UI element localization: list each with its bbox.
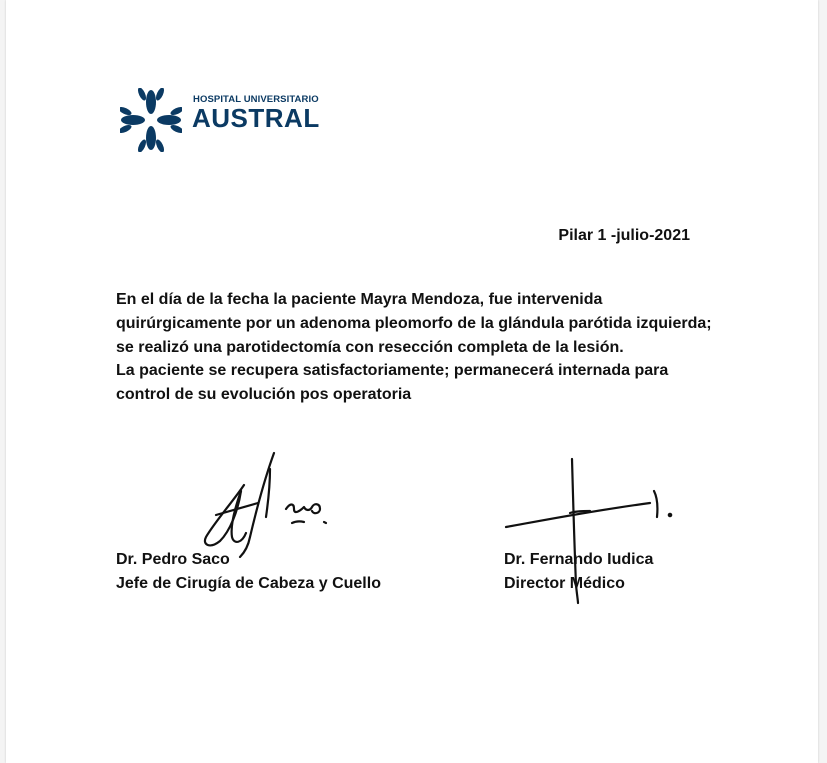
logo-subtitle: HOSPITAL UNIVERSITARIO [193, 94, 319, 105]
body-paragraph-2: La paciente se recupera satisfactoriamente; permanecerá internada para control de su evolución pos operatoria [116, 362, 669, 404]
handwritten-signature-left [196, 445, 346, 560]
signatory-right [504, 548, 653, 595]
signatory-left [116, 548, 381, 595]
signatory-right-title: Director Médico [504, 574, 625, 592]
signatory-left-name: Dr. Pedro Saco [116, 551, 230, 568]
letter-body [116, 288, 716, 407]
logo-title: AUSTRAL [192, 103, 320, 133]
date-line: Pilar 1 -julio-2021 [558, 227, 690, 244]
signatory-right-name: Dr. Fernando Iudica [504, 551, 654, 568]
hospital-logo [116, 88, 336, 158]
signatory-left-title: Jefe de Cirugía de Cabeza y Cuello [116, 574, 381, 592]
letter-page [6, 0, 818, 763]
body-paragraph-1: En el día de la fecha la paciente Mayra Mendoza, fue intervenida quirúrgicamente por un adenoma pleomorfo de la glándula parótida izquierda; se realizó una parotidectomía con resección completa de la lesión. [116, 291, 712, 356]
flower-logo-icon [120, 88, 182, 152]
